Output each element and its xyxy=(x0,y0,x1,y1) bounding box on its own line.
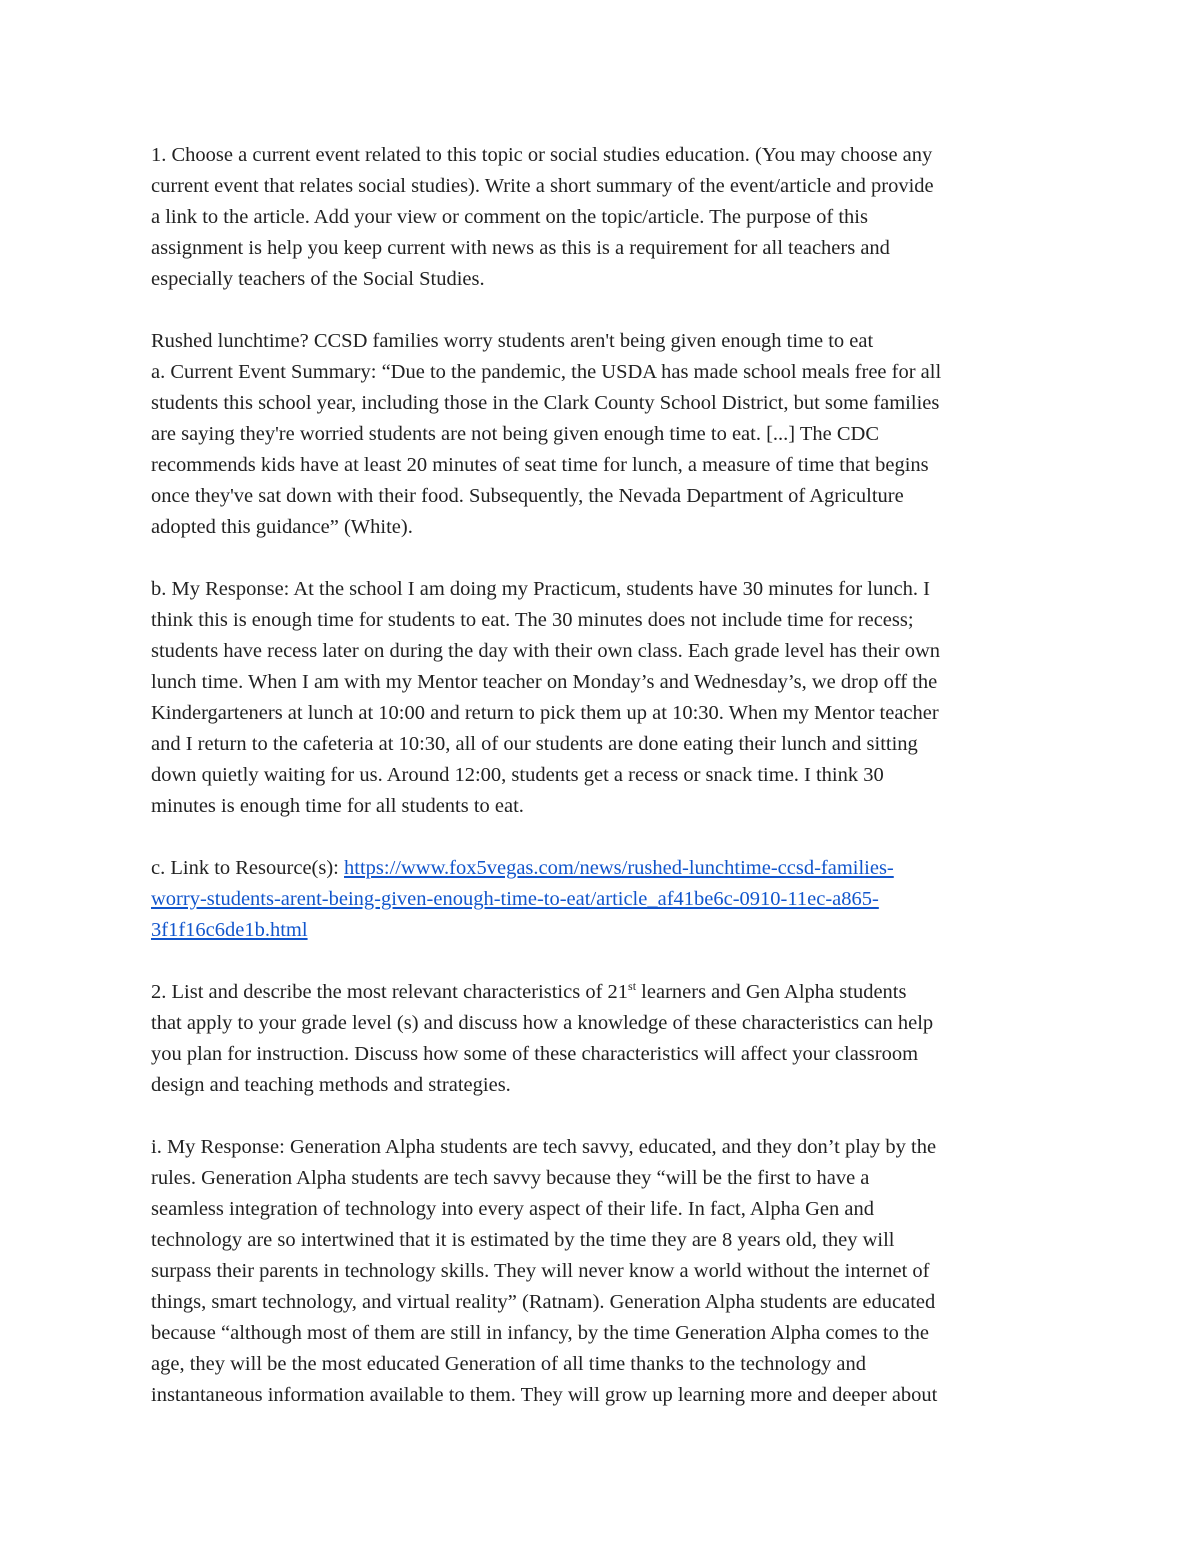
response-i-line: instantaneous information available to them. They will grow up learning more and deeper about xyxy=(151,1384,938,1406)
resource-link-section xyxy=(151,853,1071,946)
response-i-line: things, smart technology, and virtual reality” (Ratnam). Generation Alpha students are educated xyxy=(151,1291,936,1313)
response-b-line: lunch time. When I am with my Mentor teacher on Monday’s and Wednesday’s, we drop off the xyxy=(151,671,938,693)
response-b-line: and I return to the cafeteria at 10:30, all of our students are done eating their lunch and sitting xyxy=(151,733,918,755)
response-i-line: seamless integration of technology into every aspect of their life. In fact, Alpha Gen and xyxy=(151,1198,874,1220)
summary-line: a. Current Event Summary: “Due to the pandemic, the USDA has made school meals free for all xyxy=(151,361,942,383)
document-body xyxy=(151,140,1071,1442)
question-2-line xyxy=(151,977,1071,1008)
response-i-line: technology are so intertwined that it is estimated by the time they are 8 years old, they will xyxy=(151,1229,895,1251)
response-i-line: because “although most of them are still in infancy, by the time Generation Alpha comes to the xyxy=(151,1322,930,1344)
response-i-line: age, they will be the most educated Generation of all time thanks to the technology and xyxy=(151,1353,867,1375)
question-1 xyxy=(151,140,1071,295)
ordinal-superscript: st xyxy=(628,979,637,994)
question-2-text: 2. List and describe the most relevant characteristics of 21 xyxy=(151,981,629,1003)
question-1-line: 1. Choose a current event related to this topic or social studies education. (You may choose any xyxy=(151,144,933,166)
summary-line: students this school year, including those in the Clark County School District, but some families xyxy=(151,392,940,414)
resource-link[interactable]: worry-students-arent-being-given-enough-time-to-eat/article_af41be6c-0910-11ec-a865- xyxy=(151,888,879,910)
question-2-text: learners and Gen Alpha students xyxy=(636,981,907,1003)
response-b-line: down quietly waiting for us. Around 12:00, students get a recess or snack time. I think 30 xyxy=(151,764,884,786)
resource-link[interactable]: https://www.fox5vegas.com/news/rushed-lunchtime-ccsd-families- xyxy=(344,857,894,879)
summary-line: once they've sat down with their food. Subsequently, the Nevada Department of Agriculture xyxy=(151,485,904,507)
response-i-line: i. My Response: Generation Alpha students are tech savvy, educated, and they don’t play by the xyxy=(151,1136,937,1158)
resource-line-1 xyxy=(151,853,1071,884)
response-b xyxy=(151,574,1071,822)
resource-link[interactable]: 3f1f16c6de1b.html xyxy=(151,919,308,941)
response-i xyxy=(151,1132,1071,1411)
response-b-line: students have recess later on during the day with their own class. Each grade level has their own xyxy=(151,640,940,662)
response-i-line: rules. Generation Alpha students are tech savvy because they “will be the first to have a xyxy=(151,1167,870,1189)
question-1-line: assignment is help you keep current with news as this is a requirement for all teachers and xyxy=(151,237,890,259)
summary-line: adopted this guidance” (White). xyxy=(151,516,413,538)
summary-line: recommends kids have at least 20 minutes of seat time for lunch, a measure of time that begins xyxy=(151,454,929,476)
summary-line: are saying they're worried students are not being given enough time to eat. [...] The CDC xyxy=(151,423,880,445)
resource-label: c. Link to Resource(s): xyxy=(151,857,344,879)
resource-line-2 xyxy=(151,884,1071,915)
response-i-line: surpass their parents in technology skills. They will never know a world without the internet of xyxy=(151,1260,930,1282)
article-summary xyxy=(151,326,1071,543)
response-b-line: b. My Response: At the school I am doing my Practicum, students have 30 minutes for lunch. I xyxy=(151,578,930,600)
question-1-line: current event that relates social studies). Write a short summary of the event/article and provide xyxy=(151,175,934,197)
article-title: Rushed lunchtime? CCSD families worry students aren't being given enough time to eat xyxy=(151,330,874,352)
question-2 xyxy=(151,977,1071,1101)
response-b-line: think this is enough time for students to eat. The 30 minutes does not include time for recess; xyxy=(151,609,914,631)
question-1-line: a link to the article. Add your view or comment on the topic/article. The purpose of this xyxy=(151,206,868,228)
question-2-line: you plan for instruction. Discuss how some of these characteristics will affect your classroom xyxy=(151,1043,919,1065)
question-2-line: that apply to your grade level (s) and discuss how a knowledge of these characteristics can help xyxy=(151,1012,934,1034)
response-b-line: minutes is enough time for all students to eat. xyxy=(151,795,524,817)
question-2-line: design and teaching methods and strategies. xyxy=(151,1074,511,1096)
question-1-line: especially teachers of the Social Studies. xyxy=(151,268,485,290)
response-b-line: Kindergarteners at lunch at 10:00 and return to pick them up at 10:30. When my Mentor teacher xyxy=(151,702,939,724)
resource-line-3 xyxy=(151,915,1071,946)
